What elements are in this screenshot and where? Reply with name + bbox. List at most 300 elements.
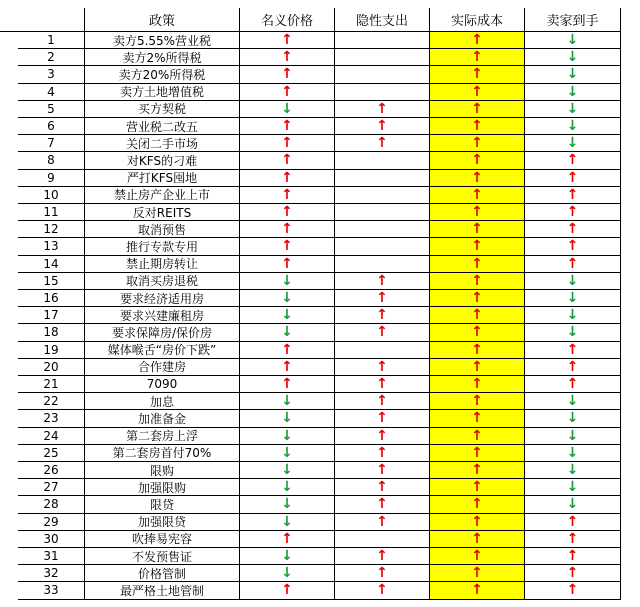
arrow-up-icon: ↑: [566, 530, 579, 547]
nominal-price-cell[interactable]: [240, 496, 335, 513]
arrow-up-icon: ↑: [376, 410, 388, 427]
arrow-up-icon: ↑: [471, 393, 483, 410]
policy-name[interactable]: 限购: [85, 462, 240, 479]
nominal-price-cell[interactable]: [240, 101, 335, 118]
policy-name[interactable]: 禁止房产企业上市: [85, 187, 240, 204]
arrow-up-icon: ↑: [281, 66, 293, 83]
hidden-cost-cell[interactable]: [335, 342, 430, 359]
arrow-up-icon: ↑: [471, 565, 483, 582]
arrow-up-icon: ↑: [281, 32, 293, 49]
row-number[interactable]: 9: [18, 170, 85, 187]
arrow-up-icon: ↑: [471, 290, 483, 307]
actual-cost-cell[interactable]: [430, 204, 525, 221]
row-number[interactable]: 1: [18, 32, 85, 49]
arrow-up-icon: ↑: [281, 221, 293, 238]
nominal-price-cell[interactable]: [240, 66, 335, 83]
actual-cost-cell[interactable]: [430, 135, 525, 152]
policy-name[interactable]: 严打KFS囤地: [85, 170, 240, 187]
seller-proceeds-cell[interactable]: [525, 359, 621, 376]
arrow-up-icon: ↑: [376, 118, 388, 135]
nominal-price-cell[interactable]: [240, 187, 335, 204]
actual-cost-cell[interactable]: [430, 342, 525, 359]
seller-proceeds-cell[interactable]: [525, 152, 621, 169]
arrow-up-icon: ↑: [281, 358, 293, 375]
policy-name[interactable]: 禁止期房转让: [85, 256, 240, 273]
arrow-down-icon: ↓: [566, 66, 579, 83]
policy-name[interactable]: 要求兴建廉租房: [85, 307, 240, 324]
seller-proceeds-cell[interactable]: [525, 32, 621, 49]
row-number[interactable]: 3: [18, 66, 85, 83]
row-number[interactable]: 7: [18, 135, 85, 152]
arrow-up-icon: ↑: [281, 204, 293, 221]
policy-name[interactable]: 卖方土地增值税: [85, 84, 240, 101]
actual-cost-cell[interactable]: [430, 238, 525, 255]
row-number[interactable]: 18: [18, 324, 85, 341]
row-number[interactable]: 15: [18, 273, 85, 290]
policy-name[interactable]: 最严格土地管制: [85, 582, 240, 599]
seller-proceeds-cell[interactable]: [525, 428, 621, 445]
nominal-price-cell[interactable]: [240, 393, 335, 410]
seller-proceeds-cell[interactable]: [525, 514, 621, 531]
arrow-up-icon: ↑: [376, 358, 388, 375]
arrow-down-icon: ↓: [281, 427, 293, 444]
row-number[interactable]: 6: [18, 118, 85, 135]
nominal-price-cell[interactable]: [240, 32, 335, 49]
arrow-up-icon: ↑: [566, 341, 579, 358]
seller-proceeds-cell[interactable]: [525, 118, 621, 135]
row-number[interactable]: 25: [18, 445, 85, 462]
header-actual-cost[interactable]: 实际成本: [430, 8, 525, 32]
arrow-down-icon: ↓: [566, 462, 579, 479]
arrow-up-icon: ↑: [566, 548, 579, 565]
hidden-cost-cell[interactable]: [335, 428, 430, 445]
arrow-down-icon: ↓: [566, 496, 579, 513]
arrow-up-icon: ↑: [281, 530, 293, 547]
seller-proceeds-cell[interactable]: [525, 565, 621, 582]
actual-cost-cell[interactable]: [430, 376, 525, 393]
arrow-up-icon: ↑: [471, 49, 483, 66]
hidden-cost-cell[interactable]: [335, 66, 430, 83]
arrow-up-icon: ↑: [471, 152, 483, 169]
policy-name[interactable]: 加强限贷: [85, 514, 240, 531]
arrow-up-icon: ↑: [376, 272, 388, 289]
policy-name[interactable]: 第二套房上浮: [85, 428, 240, 445]
actual-cost-cell[interactable]: [430, 221, 525, 238]
actual-cost-cell[interactable]: [430, 290, 525, 307]
policy-name[interactable]: 7090: [85, 376, 240, 393]
arrow-up-icon: ↑: [471, 530, 483, 547]
header-row: [0, 0, 640, 29]
row-number[interactable]: 8: [18, 152, 85, 169]
row-number[interactable]: 33: [18, 582, 85, 599]
policy-name[interactable]: 取消买房退税: [85, 273, 240, 290]
arrow-up-icon: ↑: [376, 324, 388, 341]
policy-name[interactable]: 合作建房: [85, 359, 240, 376]
policy-name[interactable]: 加强限购: [85, 479, 240, 496]
arrow-up-icon: ↑: [471, 376, 483, 393]
arrow-up-icon: ↑: [566, 152, 579, 169]
arrow-up-icon: ↑: [376, 100, 388, 117]
arrow-up-icon: ↑: [471, 427, 483, 444]
nominal-price-cell[interactable]: [240, 273, 335, 290]
actual-cost-cell[interactable]: [430, 324, 525, 341]
actual-cost-cell[interactable]: [430, 256, 525, 273]
policy-name[interactable]: 不发预售证: [85, 548, 240, 565]
nominal-price-cell[interactable]: [240, 256, 335, 273]
arrow-up-icon: ↑: [566, 221, 579, 238]
header-number-cell[interactable]: [0, 8, 85, 32]
arrow-up-icon: ↑: [471, 582, 483, 599]
arrow-up-icon: ↑: [281, 186, 293, 203]
hidden-cost-cell[interactable]: [335, 221, 430, 238]
row-number[interactable]: 12: [18, 221, 85, 238]
arrow-up-icon: ↑: [471, 324, 483, 341]
actual-cost-cell[interactable]: [430, 187, 525, 204]
arrow-up-icon: ↑: [281, 152, 293, 169]
arrow-up-icon: ↑: [471, 100, 483, 117]
arrow-up-icon: ↑: [376, 513, 388, 530]
seller-proceeds-cell[interactable]: [525, 204, 621, 221]
row-number[interactable]: 27: [18, 479, 85, 496]
row-number[interactable]: 11: [18, 204, 85, 221]
nominal-price-cell[interactable]: [240, 170, 335, 187]
actual-cost-cell[interactable]: [430, 445, 525, 462]
actual-cost-cell[interactable]: [430, 428, 525, 445]
nominal-price-cell[interactable]: [240, 565, 335, 582]
row-number[interactable]: 5: [18, 101, 85, 118]
seller-proceeds-cell[interactable]: [525, 548, 621, 565]
seller-proceeds-cell[interactable]: [525, 376, 621, 393]
arrow-up-icon: ↑: [471, 358, 483, 375]
arrow-up-icon: ↑: [376, 582, 388, 599]
hidden-cost-cell[interactable]: [335, 565, 430, 582]
seller-proceeds-cell[interactable]: [525, 290, 621, 307]
policy-name[interactable]: 媒体喉舌“房价下跌”: [85, 342, 240, 359]
actual-cost-cell[interactable]: [430, 393, 525, 410]
row-number[interactable]: 31: [18, 548, 85, 565]
arrow-up-icon: ↑: [471, 32, 483, 49]
arrow-up-icon: ↑: [566, 565, 579, 582]
actual-cost-cell[interactable]: [430, 359, 525, 376]
nominal-price-cell[interactable]: [240, 238, 335, 255]
row-number[interactable]: 24: [18, 428, 85, 445]
actual-cost-cell[interactable]: [430, 101, 525, 118]
actual-cost-cell[interactable]: [430, 84, 525, 101]
hidden-cost-cell[interactable]: [335, 49, 430, 66]
arrow-up-icon: ↑: [376, 462, 388, 479]
arrow-up-icon: ↑: [471, 221, 483, 238]
seller-proceeds-cell[interactable]: [525, 256, 621, 273]
row-number[interactable]: 32: [18, 565, 85, 582]
arrow-up-icon: ↑: [471, 238, 483, 255]
hidden-cost-cell[interactable]: [335, 514, 430, 531]
arrow-down-icon: ↓: [281, 393, 293, 410]
seller-proceeds-cell[interactable]: [525, 187, 621, 204]
arrow-up-icon: ↑: [376, 307, 388, 324]
nominal-price-cell[interactable]: [240, 428, 335, 445]
arrow-down-icon: ↓: [566, 479, 579, 496]
arrow-up-icon: ↑: [376, 565, 388, 582]
policy-name[interactable]: 营业税二改五: [85, 118, 240, 135]
hidden-cost-cell[interactable]: [335, 101, 430, 118]
actual-cost-cell[interactable]: [430, 531, 525, 548]
row-number[interactable]: 23: [18, 410, 85, 427]
hidden-cost-cell[interactable]: [335, 410, 430, 427]
hidden-cost-cell[interactable]: [335, 393, 430, 410]
row-number[interactable]: 30: [18, 531, 85, 548]
nominal-price-cell[interactable]: [240, 290, 335, 307]
seller-proceeds-cell[interactable]: [525, 324, 621, 341]
nominal-price-cell[interactable]: [240, 445, 335, 462]
row-number[interactable]: 13: [18, 238, 85, 255]
header-nominal-price[interactable]: 名义价格: [240, 8, 335, 32]
row-number[interactable]: 29: [18, 514, 85, 531]
hidden-cost-cell[interactable]: [335, 496, 430, 513]
hidden-cost-cell[interactable]: [335, 152, 430, 169]
arrow-up-icon: ↑: [281, 582, 293, 599]
seller-proceeds-cell[interactable]: [525, 445, 621, 462]
arrow-up-icon: ↑: [281, 255, 293, 272]
nominal-price-cell[interactable]: [240, 152, 335, 169]
actual-cost-cell[interactable]: [430, 496, 525, 513]
header-hidden-cost[interactable]: 隐性支出: [335, 8, 430, 32]
arrow-up-icon: ↑: [471, 118, 483, 135]
arrow-up-icon: ↑: [566, 186, 579, 203]
row-number[interactable]: 17: [18, 307, 85, 324]
seller-proceeds-cell[interactable]: [525, 496, 621, 513]
nominal-price-cell[interactable]: [240, 135, 335, 152]
nominal-price-cell[interactable]: [240, 84, 335, 101]
nominal-price-cell[interactable]: [240, 342, 335, 359]
arrow-down-icon: ↓: [566, 118, 579, 135]
arrow-up-icon: ↑: [566, 582, 579, 599]
arrow-down-icon: ↓: [281, 100, 293, 117]
actual-cost-cell[interactable]: [430, 152, 525, 169]
hidden-cost-cell[interactable]: [335, 359, 430, 376]
row-number[interactable]: 20: [18, 359, 85, 376]
arrow-down-icon: ↓: [566, 324, 579, 341]
arrow-down-icon: ↓: [566, 393, 579, 410]
row-number[interactable]: 22: [18, 393, 85, 410]
hidden-cost-cell[interactable]: [335, 290, 430, 307]
actual-cost-cell[interactable]: [430, 170, 525, 187]
actual-cost-cell[interactable]: [430, 66, 525, 83]
actual-cost-cell[interactable]: [430, 307, 525, 324]
nominal-price-cell[interactable]: [240, 582, 335, 599]
hidden-cost-cell[interactable]: [335, 582, 430, 599]
arrow-up-icon: ↑: [376, 376, 388, 393]
hidden-cost-cell[interactable]: [335, 84, 430, 101]
arrow-down-icon: ↓: [281, 410, 293, 427]
nominal-price-cell[interactable]: [240, 307, 335, 324]
hidden-cost-cell[interactable]: [335, 170, 430, 187]
arrow-down-icon: ↓: [566, 32, 579, 49]
arrow-up-icon: ↑: [566, 255, 579, 272]
seller-proceeds-cell[interactable]: [525, 342, 621, 359]
arrow-down-icon: ↓: [566, 410, 579, 427]
row-number[interactable]: 4: [18, 84, 85, 101]
hidden-cost-cell[interactable]: [335, 32, 430, 49]
policy-name[interactable]: 卖方5.55%营业税: [85, 32, 240, 49]
seller-proceeds-cell[interactable]: [525, 273, 621, 290]
row-number[interactable]: 21: [18, 376, 85, 393]
arrow-up-icon: ↑: [281, 135, 293, 152]
policy-name[interactable]: 加息: [85, 393, 240, 410]
row-number[interactable]: 16: [18, 290, 85, 307]
hidden-cost-cell[interactable]: [335, 445, 430, 462]
arrow-down-icon: ↓: [566, 100, 579, 117]
actual-cost-cell[interactable]: [430, 410, 525, 427]
actual-cost-cell[interactable]: [430, 479, 525, 496]
hidden-cost-cell[interactable]: [335, 307, 430, 324]
arrow-up-icon: ↑: [566, 204, 579, 221]
actual-cost-cell[interactable]: [430, 273, 525, 290]
nominal-price-cell[interactable]: [240, 49, 335, 66]
row-number[interactable]: 10: [18, 187, 85, 204]
arrow-down-icon: ↓: [566, 135, 579, 152]
arrow-up-icon: ↑: [281, 83, 293, 100]
seller-proceeds-cell[interactable]: [525, 238, 621, 255]
nominal-price-cell[interactable]: [240, 376, 335, 393]
policy-name[interactable]: 价格管制: [85, 565, 240, 582]
seller-proceeds-cell[interactable]: [525, 66, 621, 83]
seller-proceeds-cell[interactable]: [525, 135, 621, 152]
actual-cost-cell[interactable]: [430, 565, 525, 582]
hidden-cost-cell[interactable]: [335, 187, 430, 204]
arrow-down-icon: ↓: [281, 496, 293, 513]
seller-proceeds-cell[interactable]: [525, 531, 621, 548]
arrow-up-icon: ↑: [376, 135, 388, 152]
seller-proceeds-cell[interactable]: [525, 170, 621, 187]
arrow-up-icon: ↑: [376, 496, 388, 513]
arrow-up-icon: ↑: [281, 49, 293, 66]
hidden-cost-cell[interactable]: [335, 118, 430, 135]
header-policy[interactable]: 政策: [85, 8, 240, 32]
policy-name[interactable]: 限贷: [85, 496, 240, 513]
nominal-price-cell[interactable]: [240, 118, 335, 135]
actual-cost-cell[interactable]: [430, 514, 525, 531]
arrow-up-icon: ↑: [376, 393, 388, 410]
policy-name[interactable]: 加准备金: [85, 410, 240, 427]
seller-proceeds-cell[interactable]: [525, 393, 621, 410]
policy-name[interactable]: 推行专款专用: [85, 238, 240, 255]
row-number[interactable]: 28: [18, 496, 85, 513]
policy-name[interactable]: 要求经济适用房: [85, 290, 240, 307]
nominal-price-cell[interactable]: [240, 359, 335, 376]
arrow-up-icon: ↑: [376, 290, 388, 307]
row-number[interactable]: 26: [18, 462, 85, 479]
policy-name[interactable]: 关闭二手市场: [85, 135, 240, 152]
nominal-price-cell[interactable]: [240, 548, 335, 565]
arrow-up-icon: ↑: [376, 548, 388, 565]
seller-proceeds-cell[interactable]: [525, 479, 621, 496]
arrow-down-icon: ↓: [566, 444, 579, 461]
nominal-price-cell[interactable]: [240, 324, 335, 341]
hidden-cost-cell[interactable]: [335, 256, 430, 273]
arrow-up-icon: ↑: [376, 427, 388, 444]
nominal-price-cell[interactable]: [240, 514, 335, 531]
row-number[interactable]: 14: [18, 256, 85, 273]
arrow-up-icon: ↑: [566, 376, 579, 393]
policy-name[interactable]: 对KFS的刁难: [85, 152, 240, 169]
nominal-price-cell[interactable]: [240, 462, 335, 479]
row-number[interactable]: 19: [18, 342, 85, 359]
arrow-up-icon: ↑: [471, 410, 483, 427]
seller-proceeds-cell[interactable]: [525, 84, 621, 101]
hidden-cost-cell[interactable]: [335, 324, 430, 341]
nominal-price-cell[interactable]: [240, 410, 335, 427]
arrow-up-icon: ↑: [471, 186, 483, 203]
hidden-cost-cell[interactable]: [335, 135, 430, 152]
hidden-cost-cell[interactable]: [335, 531, 430, 548]
actual-cost-cell[interactable]: [430, 548, 525, 565]
actual-cost-cell[interactable]: [430, 49, 525, 66]
arrow-down-icon: ↓: [281, 290, 293, 307]
hidden-cost-cell[interactable]: [335, 273, 430, 290]
nominal-price-cell[interactable]: [240, 531, 335, 548]
policy-name[interactable]: 卖方2%所得税: [85, 49, 240, 66]
policy-name[interactable]: 第二套房首付70%: [85, 445, 240, 462]
arrow-up-icon: ↑: [376, 479, 388, 496]
actual-cost-cell[interactable]: [430, 32, 525, 49]
hidden-cost-cell[interactable]: [335, 204, 430, 221]
seller-proceeds-cell[interactable]: [525, 101, 621, 118]
policy-name[interactable]: 取消预售: [85, 221, 240, 238]
arrow-down-icon: ↓: [566, 427, 579, 444]
hidden-cost-cell[interactable]: [335, 376, 430, 393]
seller-proceeds-cell[interactable]: [525, 410, 621, 427]
hidden-cost-cell[interactable]: [335, 238, 430, 255]
nominal-price-cell[interactable]: [240, 221, 335, 238]
arrow-up-icon: ↑: [566, 238, 579, 255]
arrow-up-icon: ↑: [471, 66, 483, 83]
arrow-down-icon: ↓: [281, 479, 293, 496]
seller-proceeds-cell[interactable]: [525, 307, 621, 324]
arrow-up-icon: ↑: [471, 272, 483, 289]
policy-name[interactable]: 吹捧易宪容: [85, 531, 240, 548]
seller-proceeds-cell[interactable]: [525, 462, 621, 479]
hidden-cost-cell[interactable]: [335, 548, 430, 565]
header-seller-proceeds[interactable]: 卖家到手: [525, 8, 621, 32]
arrow-down-icon: ↓: [281, 324, 293, 341]
arrow-up-icon: ↑: [471, 341, 483, 358]
actual-cost-cell[interactable]: [430, 582, 525, 599]
hidden-cost-cell[interactable]: [335, 462, 430, 479]
seller-proceeds-cell[interactable]: [525, 49, 621, 66]
nominal-price-cell[interactable]: [240, 204, 335, 221]
arrow-down-icon: ↓: [566, 49, 579, 66]
arrow-up-icon: ↑: [566, 513, 579, 530]
hidden-cost-cell[interactable]: [335, 479, 430, 496]
arrow-up-icon: ↑: [471, 83, 483, 100]
arrow-up-icon: ↑: [471, 513, 483, 530]
nominal-price-cell[interactable]: [240, 479, 335, 496]
actual-cost-cell[interactable]: [430, 462, 525, 479]
policy-name[interactable]: 反对REITS: [85, 204, 240, 221]
policy-name[interactable]: 要求保障房/保价房: [85, 324, 240, 341]
row-number[interactable]: 2: [18, 49, 85, 66]
arrow-down-icon: ↓: [281, 462, 293, 479]
policy-name[interactable]: 卖方20%所得税: [85, 66, 240, 83]
arrow-up-icon: ↑: [281, 169, 293, 186]
actual-cost-cell[interactable]: [430, 118, 525, 135]
arrow-down-icon: ↓: [281, 565, 293, 582]
arrow-up-icon: ↑: [281, 341, 293, 358]
seller-proceeds-cell[interactable]: [525, 221, 621, 238]
arrow-down-icon: ↓: [566, 307, 579, 324]
seller-proceeds-cell[interactable]: [525, 582, 621, 599]
policy-name[interactable]: 买方契税: [85, 101, 240, 118]
